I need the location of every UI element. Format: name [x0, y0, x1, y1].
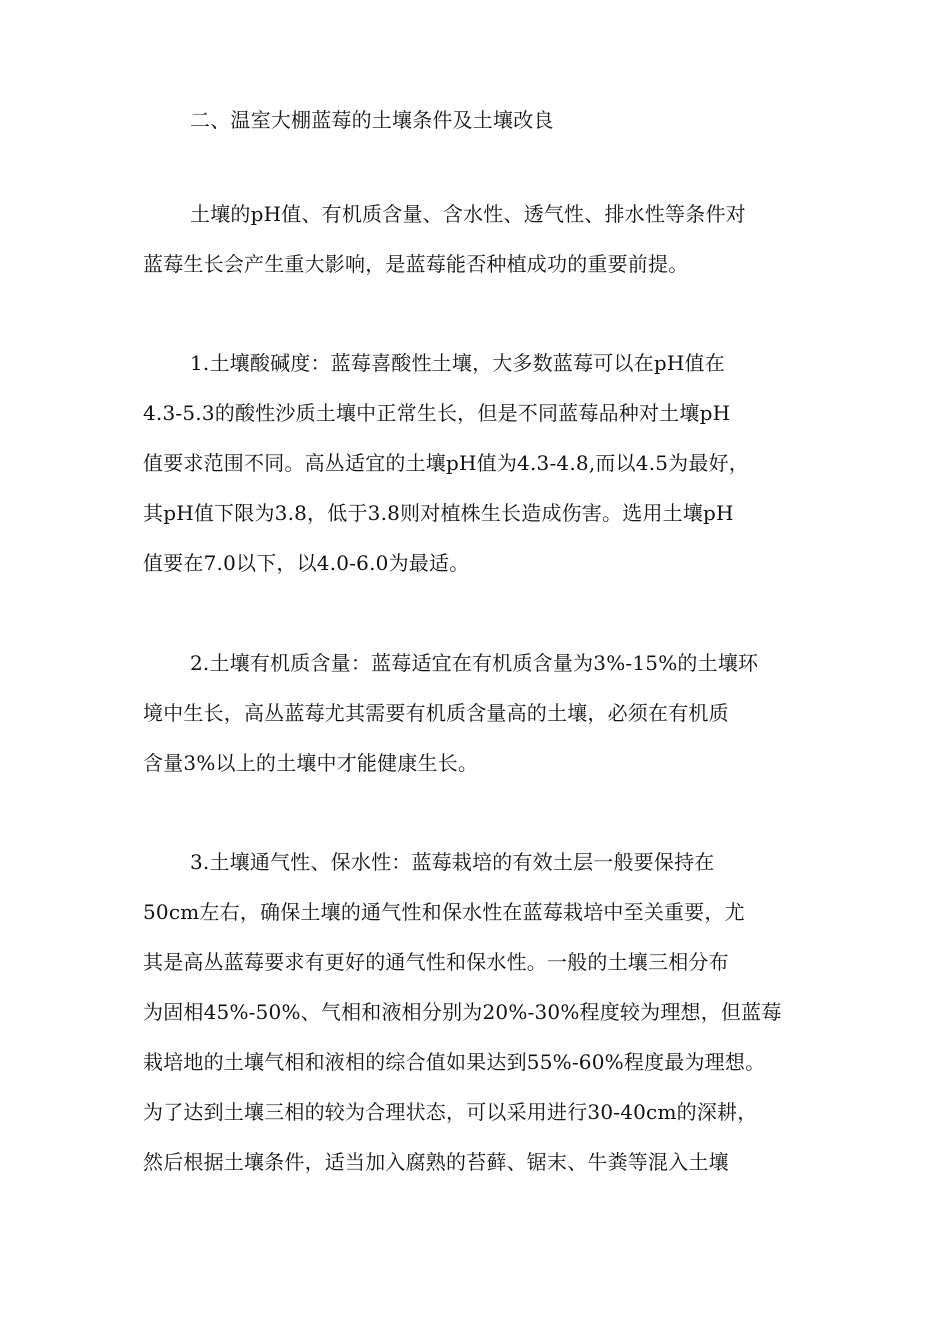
section3-line-3: 其是高丛蓝莓要求有更好的通气性和保水性。一般的土壤三相分布	[143, 950, 729, 974]
intro-line-2: 蓝莓生长会产生重大影响，是蓝莓能否种植成功的重要前提。	[143, 252, 689, 276]
section3-line-4: 为固相45%-50%、气相和液相分别为20%-30%程度较为理想，但蓝莓	[143, 1000, 782, 1024]
section2-line-3: 含量3%以上的土壤中才能健康生长。	[143, 751, 479, 775]
section1-line-2: 4.3-5.3的酸性沙质土壤中正常生长，但是不同蓝莓品种对土壤pH	[143, 401, 731, 425]
section3-line-2: 50cm左右，确保土壤的通气性和保水性在蓝莓栽培中至关重要，尤	[143, 900, 745, 924]
section3-line-7: 然后根据土壤条件，适当加入腐熟的苔藓、锯末、牛粪等混入土壤	[143, 1150, 729, 1174]
section2-line-1: 2.土壤有机质含量：蓝莓适宜在有机质含量为3%-15%的土壤环	[190, 651, 759, 675]
section-heading: 二、温室大棚蓝莓的土壤条件及土壤改良	[190, 108, 554, 132]
section1-line-4: 其pH值下限为3.8，低于3.8则对植株生长造成伤害。选用土壤pH	[143, 501, 734, 525]
section1-line-1: 1.土壤酸碱度：蓝莓喜酸性土壤，大多数蓝莓可以在pH值在	[190, 351, 725, 375]
section3-line-6: 为了达到土壤三相的较为合理状态，可以采用进行30-40cm的深耕，	[143, 1100, 758, 1124]
section3-line-5: 栽培地的土壤气相和液相的综合值如果达到55%-60%程度最为理想。	[143, 1050, 766, 1074]
section2-line-2: 境中生长，高丛蓝莓尤其需要有机质含量高的土壤，必须在有机质	[143, 701, 729, 725]
section1-line-3: 值要求范围不同。高丛适宜的土壤pH值为4.3-4.8,而以4.5为最好，	[143, 451, 749, 475]
section1-line-5: 值要在7.0以下，以4.0-6.0为最适。	[143, 551, 470, 575]
section3-line-1: 3.土壤通气性、保水性：蓝莓栽培的有效土层一般要保持在	[190, 850, 715, 874]
intro-line-1: 土壤的pH值、有机质含量、含水性、透气性、排水性等条件对	[190, 202, 746, 226]
